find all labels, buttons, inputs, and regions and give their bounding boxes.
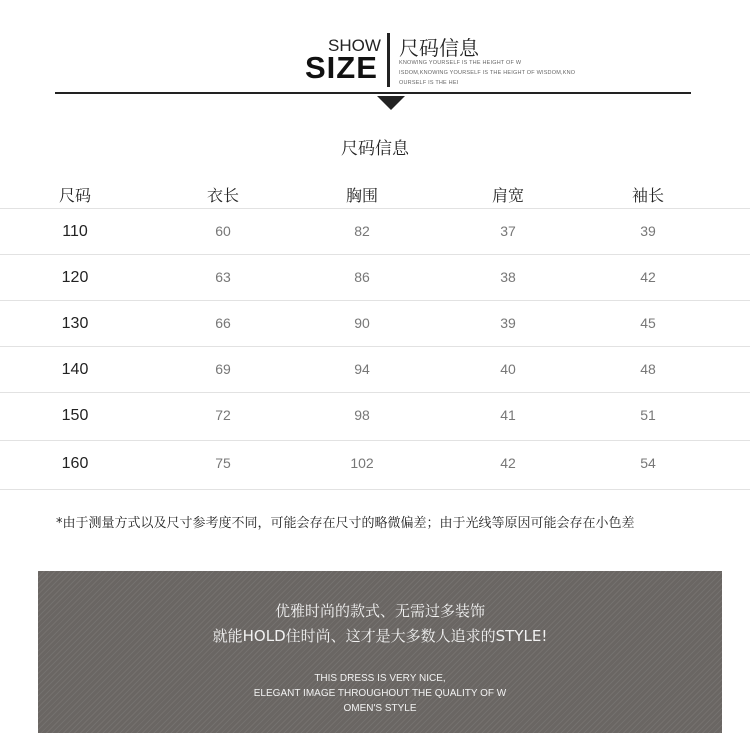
table-cell: 94 (354, 361, 370, 377)
table-cell: 102 (350, 455, 374, 471)
table-cell: 39 (640, 223, 656, 239)
table-cell: 39 (500, 315, 516, 331)
size-header (0, 0, 750, 115)
row-divider (0, 392, 750, 393)
table-row (0, 440, 750, 485)
header-tagline-1: KNOWING YOURSELF IS THE HEIGHT OF W (399, 60, 522, 66)
table-cell: 69 (215, 361, 231, 377)
table-cell: 45 (640, 315, 656, 331)
table-cell: 72 (215, 407, 231, 423)
table-cell: 82 (354, 223, 370, 239)
table-cell: 54 (640, 455, 656, 471)
column-header: 尺码 (58, 186, 91, 205)
table-row (0, 254, 750, 299)
table-cell: 38 (500, 269, 516, 285)
size-cell: 140 (61, 361, 89, 378)
size-cell: 120 (61, 269, 89, 286)
table-cell: 48 (640, 361, 656, 377)
table-cell: 63 (215, 269, 231, 285)
banner-line: 就能HOLD住时尚、这才是大多数人追求的STYLE! (212, 627, 548, 645)
table-cell: 42 (640, 269, 656, 285)
table-cell: 40 (500, 361, 516, 377)
table-row (0, 346, 750, 391)
header-tagline-3: OURSELF IS THE HEI (399, 80, 459, 86)
table-cell: 86 (354, 269, 370, 285)
style-banner (38, 571, 722, 733)
column-header: 胸围 (345, 186, 378, 205)
table-cell: 75 (215, 455, 231, 471)
table-cell: 98 (354, 407, 370, 423)
header-rule (55, 92, 691, 94)
table-bottom-divider (0, 489, 750, 490)
row-divider (0, 300, 750, 301)
header-title: 尺码信息 (399, 36, 479, 60)
table-cell: 60 (215, 223, 231, 239)
measurement-note: *由于测量方式以及尺寸参考度不同，可能会存在尺寸的略微偏差；由于光线等原因可能会存在小色差 (56, 516, 635, 531)
size-cell: 110 (62, 223, 88, 240)
table-cell: 41 (500, 407, 516, 423)
row-divider (0, 440, 750, 441)
column-header: 衣长 (206, 186, 239, 205)
table-row (0, 300, 750, 345)
row-divider (0, 254, 750, 255)
header-divider (387, 33, 390, 87)
table-cell: 51 (640, 407, 656, 423)
banner-line: THIS DRESS IS VERY NICE, (314, 673, 446, 684)
triangle-down-icon (377, 96, 405, 110)
show-label: SHOW (328, 36, 381, 55)
table-row (0, 208, 750, 253)
size-cell: 130 (61, 315, 89, 332)
column-header: 肩宽 (491, 186, 524, 205)
size-label: SIZE (305, 50, 378, 85)
row-divider (0, 208, 750, 209)
banner-line: OMEN'S STYLE (343, 703, 417, 714)
table-cell: 90 (354, 315, 370, 331)
table-row (0, 392, 750, 437)
size-cell: 150 (61, 407, 89, 424)
header-tagline-2: ISDOM,KNOWING YOURSELF IS THE HEIGHT OF WISDOM,KNO (399, 70, 576, 76)
row-divider (0, 346, 750, 347)
banner-line: ELEGANT IMAGE THROUGHOUT THE QUALITY OF W (253, 688, 507, 699)
size-cell: 160 (61, 455, 89, 472)
table-cell: 37 (500, 223, 516, 239)
table-header-row (0, 180, 750, 208)
column-header: 袖长 (631, 186, 664, 205)
table-cell: 66 (215, 315, 231, 331)
table-cell: 42 (500, 455, 516, 471)
table-title: 尺码信息 (341, 139, 409, 159)
banner-line: 优雅时尚的款式、无需过多装饰 (274, 602, 485, 620)
